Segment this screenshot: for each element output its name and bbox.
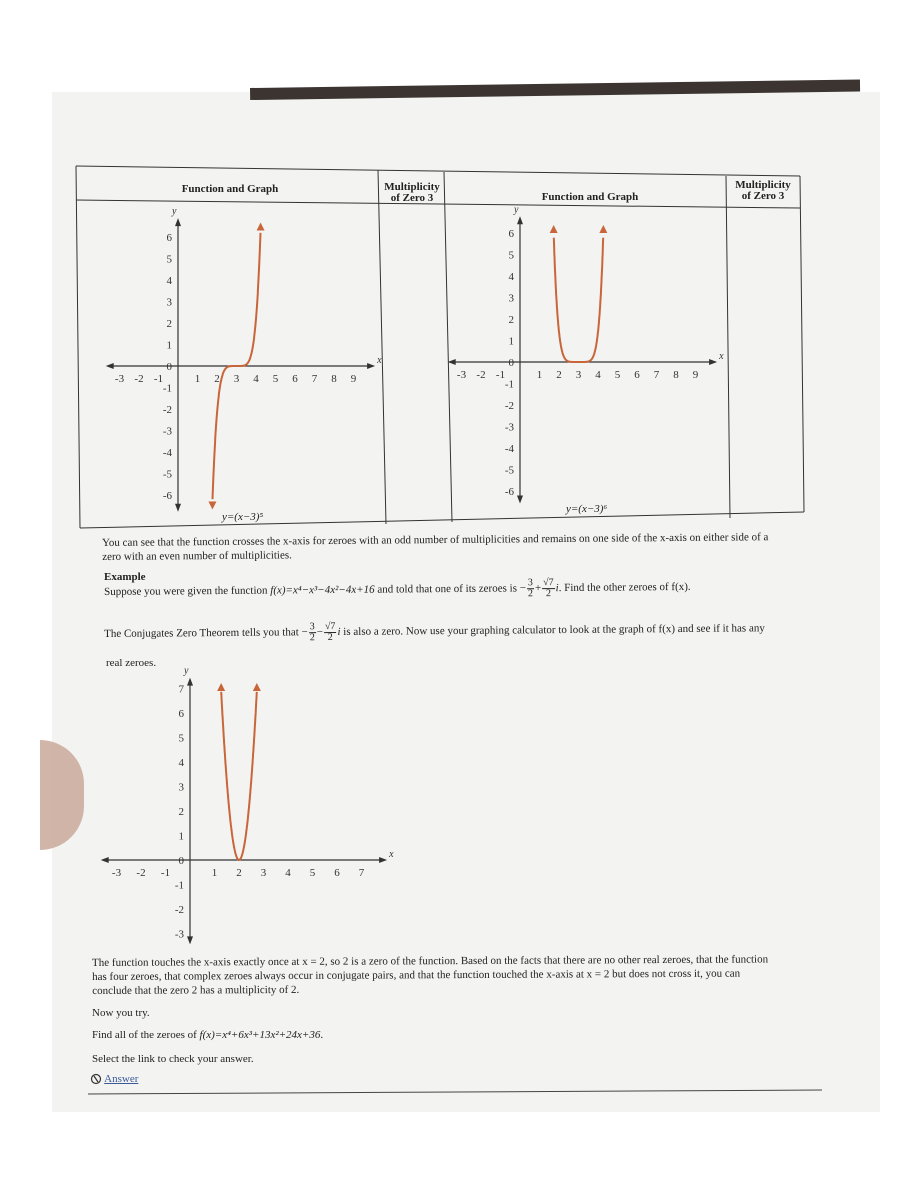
p2-zero-sign: − <box>519 582 526 595</box>
y-tick-label: 0 <box>166 361 172 373</box>
x-tick-label: 7 <box>653 369 660 381</box>
y-tick-label: 5 <box>166 253 172 266</box>
y-tick-label: 3 <box>166 296 172 309</box>
x-tick-label: 4 <box>285 867 291 879</box>
p4-line3: conclude that the zero 2 has a multiplicity of 2. <box>92 983 300 997</box>
x-tick-label: 6 <box>292 373 298 385</box>
x-tick-label: 8 <box>331 373 337 385</box>
y-tick-label: -3 <box>162 425 172 438</box>
find-end: . <box>320 1029 324 1041</box>
p2-end: . Find the other zeroes of f(x). <box>558 580 691 595</box>
y-tick-label: 4 <box>508 271 514 283</box>
y-tick-label: -5 <box>162 468 172 481</box>
x-tick-label: -1 <box>160 867 171 879</box>
x-tick-label: -2 <box>476 369 486 381</box>
x-tick-label: 5 <box>309 867 316 879</box>
y-tick-label: -5 <box>504 464 514 477</box>
p3-num1: 3 <box>309 621 315 633</box>
p4-line2: has four zeroes, that complex zeroes always occur in conjugate pairs, and that the function touched the x-axis at x = 2 but does not cross it, you can <box>92 967 741 983</box>
y-tick-label: 3 <box>508 292 514 305</box>
x-tick-label: -2 <box>136 867 146 879</box>
select-link-instruction: Select the link to check your answer. <box>92 1053 254 1065</box>
y-tick-label: -1 <box>504 378 514 391</box>
p2-den1: 2 <box>527 588 534 600</box>
y-tick-label: 6 <box>508 228 514 240</box>
y-tick-label: 1 <box>508 335 514 348</box>
x-tick-label: 9 <box>692 369 699 381</box>
answer-link[interactable]: Answer <box>104 1073 139 1085</box>
x-tick-label: 4 <box>595 369 601 381</box>
x-tick-label: 3 <box>260 867 267 879</box>
now-you-try: Now you try. <box>92 1007 150 1019</box>
y-tick-label: -3 <box>174 928 184 941</box>
y-tick-label: 2 <box>178 806 184 818</box>
y-tick-label: -2 <box>174 904 184 916</box>
y-tick-label: 4 <box>166 275 172 287</box>
p1-line2: zero with an even number of multiplicities. <box>102 549 292 563</box>
y-tick-label: 1 <box>166 339 172 352</box>
find-start: Find all of the zeroes of <box>92 1029 200 1041</box>
x-tick-label: 3 <box>575 369 582 381</box>
y-tick-label: -1 <box>174 879 184 892</box>
p2-num1: 3 <box>527 577 533 589</box>
p2-plus: + <box>534 582 542 595</box>
y-tick-label: 6 <box>178 708 184 720</box>
p3-den1: 2 <box>309 632 315 644</box>
multiplicity-line2: of Zero 3 <box>741 190 785 202</box>
x-tick-label: -3 <box>456 369 467 381</box>
x-axis-label: x <box>719 351 724 362</box>
x-tick-label: 1 <box>194 373 201 385</box>
x-tick-label: 8 <box>673 369 679 381</box>
x-tick-label: 2 <box>214 373 220 385</box>
p2-function: f(x)=x⁴−x³−4x²−4x+16 <box>270 583 375 597</box>
multiplicity-line1: Multiplicity <box>735 179 791 191</box>
y-tick-label: 6 <box>166 232 172 244</box>
find-function: f(x)=x⁴+6x³+13x²+24x+36 <box>199 1029 321 1041</box>
col-header-function-graph-1: Function and Graph <box>181 183 279 195</box>
x-tick-label: -3 <box>114 373 125 385</box>
p1-line1: You can see that the function crosses the x-axis for zeroes with an odd number of multiplicities and remains on one side of the x-axis on either side of a <box>102 531 769 549</box>
y-tick-label: 2 <box>166 318 172 330</box>
p3-i: i <box>337 625 341 638</box>
y-tick-label: 0 <box>508 357 514 369</box>
y-tick-label: -6 <box>504 486 514 498</box>
y-axis-label: y <box>514 204 519 216</box>
x-tick-label: -2 <box>134 373 144 385</box>
p3-end: is also a zero. Now use your graphing calculator to look at the graph of f(x) and see if it has any <box>340 622 765 638</box>
y-tick-label: 1 <box>178 830 184 843</box>
y-tick-label: -6 <box>162 490 172 502</box>
p3-num2: √7 <box>324 620 336 633</box>
p3-sign: − <box>301 626 308 639</box>
y-tick-label: -2 <box>162 404 172 416</box>
p3-line2: real zeroes. <box>106 657 157 669</box>
y-tick-label: -3 <box>504 421 514 434</box>
x-tick-label: -1 <box>495 369 506 381</box>
x-tick-label: 9 <box>350 373 357 385</box>
x-tick-label: 4 <box>253 373 259 385</box>
y-tick-label: 5 <box>508 249 514 262</box>
x-tick-label: 5 <box>614 369 621 381</box>
x-tick-label: 1 <box>536 369 543 381</box>
p2-mid: and told that one of its zeroes is <box>374 582 520 596</box>
p3-minus: − <box>316 626 324 639</box>
y-tick-label: 4 <box>178 757 184 769</box>
multiplicity-line1: Multiplicity <box>384 181 440 193</box>
p2-start: Suppose you were given the function <box>104 584 271 599</box>
y-tick-label: -4 <box>504 443 514 455</box>
x-tick-label: 6 <box>634 369 640 381</box>
y-tick-label: 7 <box>178 683 184 696</box>
y-axis-label: y <box>184 665 189 677</box>
x-tick-label: 1 <box>211 867 218 879</box>
graph1-equation: y=(x−3)⁵ <box>222 511 264 523</box>
example-heading: Example <box>104 571 146 583</box>
p2-i: i <box>555 582 559 595</box>
multiplicity-line2: of Zero 3 <box>390 192 434 204</box>
y-tick-label: 5 <box>178 732 184 745</box>
y-tick-label: 2 <box>508 314 514 326</box>
p3-start: The Conjugates Zero Theorem tells you that <box>104 626 302 641</box>
x-tick-label: 2 <box>556 369 562 381</box>
x-tick-label: 6 <box>334 867 340 879</box>
y-axis-label: y <box>172 206 177 218</box>
y-tick-label: 0 <box>178 855 184 867</box>
y-tick-label: -2 <box>504 400 514 412</box>
graph2-equation: y=(x−3)⁶ <box>566 503 608 515</box>
x-axis-label: x <box>389 849 394 860</box>
x-axis-label: x <box>377 355 382 366</box>
p2-den2: 2 <box>545 588 551 600</box>
y-tick-label: -1 <box>162 382 172 395</box>
y-tick-label: 3 <box>178 781 184 794</box>
p2-num2: √7 <box>543 577 554 589</box>
p3-den2: 2 <box>327 632 333 644</box>
x-tick-label: -1 <box>153 373 164 385</box>
col-header-function-graph-2: Function and Graph <box>541 191 639 203</box>
p4-line1: The function touches the x-axis exactly once at x = 2, so 2 is a zero of the function. Based on the facts that there are no other real zeroes, that the function <box>92 953 769 969</box>
x-tick-label: 2 <box>236 867 242 879</box>
x-tick-label: 3 <box>233 373 240 385</box>
x-tick-label: -3 <box>111 867 122 879</box>
x-tick-label: 5 <box>272 373 279 385</box>
x-tick-label: 7 <box>311 373 318 385</box>
y-tick-label: -4 <box>162 447 172 459</box>
x-tick-label: 7 <box>358 867 365 879</box>
